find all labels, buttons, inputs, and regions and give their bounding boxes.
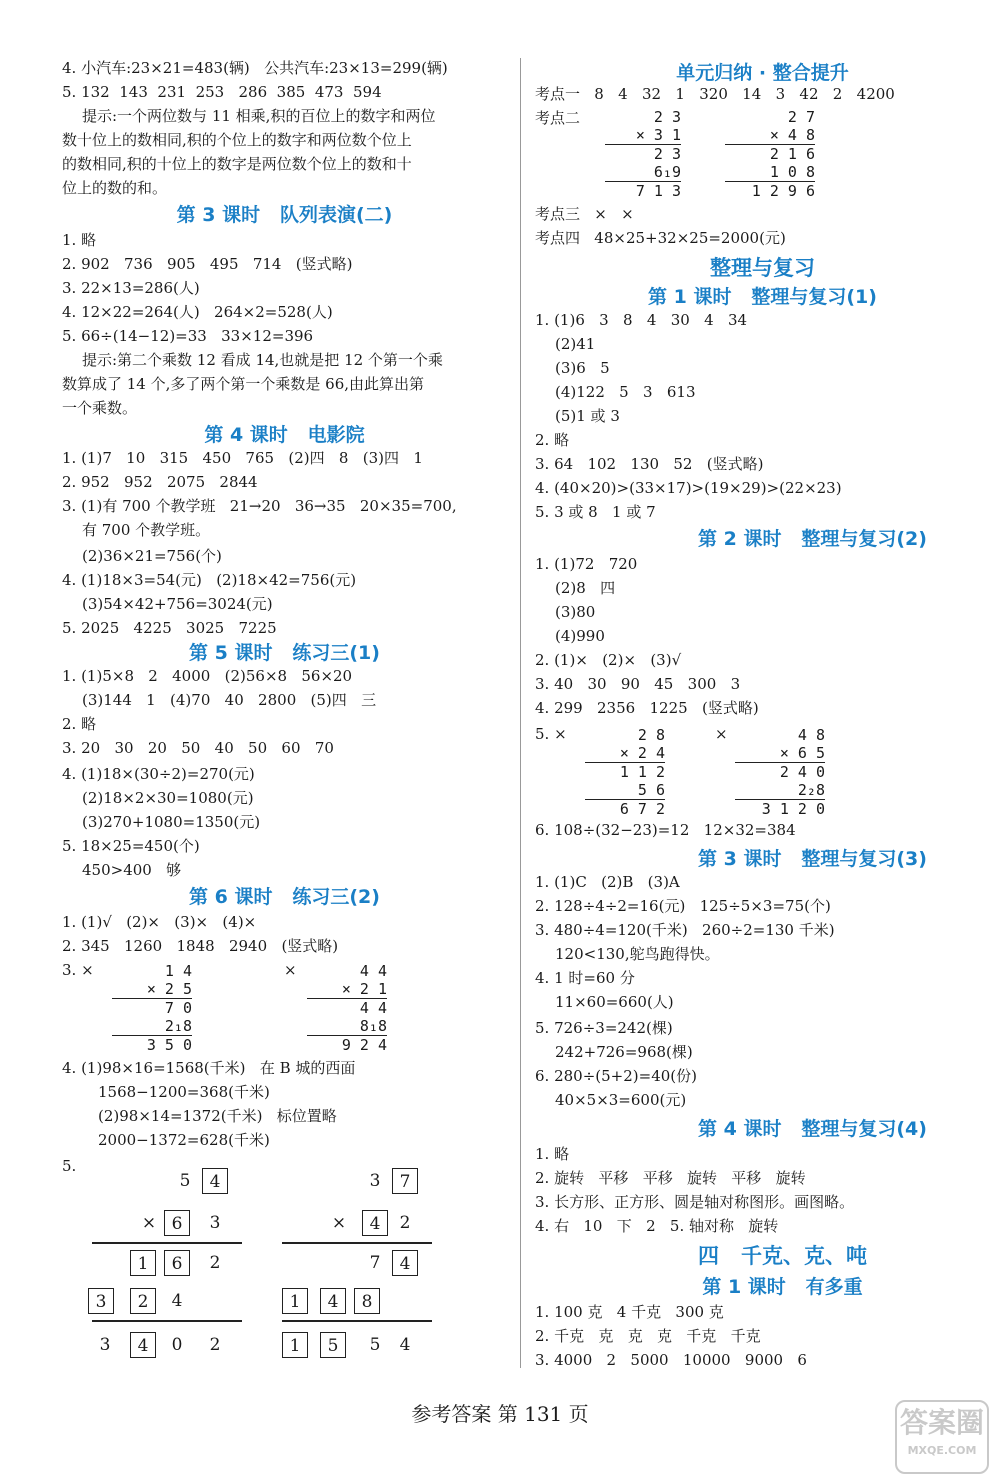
answer-line: 3. 20 30 20 50 40 50 60 70 xyxy=(62,739,334,757)
answer-line: 5. xyxy=(62,1157,77,1175)
puzzle-box: 1 xyxy=(282,1332,308,1358)
column-divider xyxy=(520,58,521,1368)
puzzle-box: 5 xyxy=(320,1332,346,1358)
answer-line: 2. 千克 克 克 克 千克 千克 xyxy=(535,1327,761,1345)
puzzle-digit: 3 xyxy=(209,1213,221,1233)
answer-line: (5)1 或 3 xyxy=(555,407,620,425)
calc-row: 7 0 xyxy=(112,998,192,1017)
answer-line: 1. (1)7 10 315 450 765 (2)四 8 (3)四 1 xyxy=(62,449,423,467)
answer-line: 2000−1372=628(千米) xyxy=(98,1131,270,1149)
answer-line: 1. (1)6 3 8 4 30 4 34 xyxy=(535,311,748,329)
rule-line xyxy=(92,1320,242,1322)
puzzle-digit: 4 xyxy=(399,1335,411,1355)
answer-line: (3)144 1 (4)70 40 2800 (5)四 三 xyxy=(82,691,377,709)
vertical-calculation xyxy=(725,108,815,200)
vertical-calculation xyxy=(112,962,192,1054)
hint-line: 数算成了 14 个,多了两个第一个乘数是 66,由此算出第 xyxy=(62,375,425,393)
puzzle-box: 2 xyxy=(130,1288,156,1314)
calc-row: 2 4 0 xyxy=(735,762,825,781)
answer-line: 2. 略 xyxy=(535,431,570,449)
calc-row: 2 1 6 xyxy=(725,144,815,163)
answer-line: 450>400 够 xyxy=(82,861,182,879)
calc-row: 4 4 xyxy=(307,998,387,1017)
calc-row: 2 3 xyxy=(653,108,681,126)
puzzle-digit: 2 xyxy=(209,1335,221,1355)
answer-line: 4. 299 2356 1225 (竖式略) xyxy=(535,699,759,717)
answer-line: 4. (1)18×3=54(元) (2)18×42=756(元) xyxy=(62,571,357,589)
calc-row: 9 2 4 xyxy=(307,1035,387,1054)
answer-line: 3. 64 102 130 52 (竖式略) xyxy=(535,455,764,473)
lesson-heading: 第 4 课时 整理与复习(4) xyxy=(698,1118,927,1140)
puzzle-digit: 0 xyxy=(171,1335,183,1355)
lesson-heading: 第 4 课时 电影院 xyxy=(204,424,365,446)
puzzle-box: 6 xyxy=(164,1210,190,1236)
hint-line: 提示:一个两位数与 11 相乘,积的百位上的数字和两位 xyxy=(82,107,436,125)
answer-line: (2)8 四 xyxy=(555,579,616,597)
answer-line: (3)80 xyxy=(555,603,596,621)
hint-line: 数十位上的数相同,积的个位上的数字和两位数个位上 xyxy=(62,131,412,149)
calc-row: × 3 1 xyxy=(635,126,681,144)
wrong-mark: × xyxy=(284,961,297,979)
answer-line: 5. 726÷3=242(棵) xyxy=(535,1019,673,1037)
lesson-heading: 第 1 课时 有多重 xyxy=(702,1276,863,1298)
answer-line: 4. 右 10 下 2 5. 轴对称 旋转 xyxy=(535,1217,779,1235)
puzzle-digit: × xyxy=(141,1213,157,1233)
answer-line: 5. 66÷(14−12)=33 33×12=396 xyxy=(62,327,314,345)
watermark-title: 答案圈 xyxy=(899,1406,984,1439)
answer-line: 2. 902 736 905 495 714 (竖式略) xyxy=(62,255,353,273)
vertical-calculation xyxy=(585,726,665,818)
calc-row: 1 4 xyxy=(164,962,192,980)
calc-row: 6₁9 xyxy=(653,163,681,181)
answer-line: 11×60=660(人) xyxy=(555,993,674,1011)
rule-line xyxy=(92,1242,242,1244)
vertical-calculation xyxy=(307,962,387,1054)
vertical-calculation xyxy=(735,726,825,818)
puzzle-digit: 5 xyxy=(179,1171,191,1191)
section-heading: 整理与复习 xyxy=(710,256,815,280)
answer-line: 2. 128÷4÷2=16(元) 125÷5×3=75(个) xyxy=(535,897,831,915)
answer-line: 3. 22×13=286(人) xyxy=(62,279,200,297)
answer-line: 考点三 × × xyxy=(535,205,634,223)
answer-line: 2. 略 xyxy=(62,715,97,733)
lesson-heading: 第 1 课时 整理与复习(1) xyxy=(648,286,877,308)
answer-line: (3)270+1080=1350(元) xyxy=(82,813,261,831)
puzzle-box: 3 xyxy=(88,1288,114,1314)
answer-line: 2. 旋转 平移 平移 旋转 平移 旋转 xyxy=(535,1169,806,1187)
answer-line: (2)18×2×30=1080(元) xyxy=(82,789,254,807)
answer-line: (2)36×21=756(个) xyxy=(82,547,222,565)
answer-line: 有 700 个教学班。 xyxy=(82,521,211,539)
calc-row: 3 1 2 0 xyxy=(735,799,825,818)
answer-line: 4. 12×22=264(人) 264×2=528(人) xyxy=(62,303,333,321)
answer-line: (2)98×14=1372(千米) 标位置略 xyxy=(98,1107,337,1125)
answer-line: 1. 略 xyxy=(535,1145,570,1163)
calc-row: × 6 5 xyxy=(779,744,825,762)
calc-row: 2₂8 xyxy=(797,781,825,799)
answer-line: 5. 2025 4225 3025 7225 xyxy=(62,619,277,637)
answer-line: 1. 略 xyxy=(62,231,97,249)
puzzle-box: 7 xyxy=(392,1168,418,1194)
puzzle-box: 4 xyxy=(362,1210,388,1236)
puzzle-digit: 7 xyxy=(369,1253,381,1273)
answer-line: (3)6 5 xyxy=(555,359,610,377)
lesson-heading: 第 3 课时 队列表演(二) xyxy=(176,204,393,226)
answer-line: 1. 100 克 4 千克 300 克 xyxy=(535,1303,724,1321)
answer-line: (4)122 5 3 613 xyxy=(555,383,696,401)
calc-row: 2 3 xyxy=(605,144,681,163)
puzzle-box: 4 xyxy=(130,1332,156,1358)
calc-row: × 2 1 xyxy=(341,980,387,998)
answer-line: 4. (40×20)>(33×17)>(19×29)>(22×23) xyxy=(535,479,842,497)
answer-line: 2. 952 952 2075 2844 xyxy=(62,473,258,491)
puzzle-digit: 2 xyxy=(209,1253,221,1273)
calc-row: 6 7 2 xyxy=(585,799,665,818)
answer-line: 6. 280÷(5+2)=40(份) xyxy=(535,1067,697,1085)
answer-line: 1. (1)5×8 2 4000 (2)56×8 56×20 xyxy=(62,667,353,685)
answer-line: 242+726=968(棵) xyxy=(555,1043,693,1061)
calc-row: 1 2 9 6 xyxy=(725,181,815,200)
answer-line: (3)54×42+756=3024(元) xyxy=(82,595,273,613)
rule-line xyxy=(282,1242,432,1244)
puzzle-box: 1 xyxy=(282,1288,308,1314)
answer-line: 40×5×3=600(元) xyxy=(555,1091,687,1109)
hint-line: 一个乘数。 xyxy=(62,399,138,417)
calc-row: 2₁8 xyxy=(164,1017,192,1035)
answer-line: 6. 108÷(32−23)=12 12×32=384 xyxy=(535,821,796,839)
hint-line: 的数相同,积的十位上的数字是两位数个位上的数和十 xyxy=(62,155,412,173)
page-footer: 参考答案 第 131 页 xyxy=(411,1402,589,1426)
calc-row: × 4 8 xyxy=(769,126,815,144)
puzzle-digit: 4 xyxy=(171,1291,183,1311)
answer-line: 2. (1)× (2)× (3)√ xyxy=(535,651,682,669)
unit-summary-heading: 单元归纳 · 整合提升 xyxy=(676,62,849,84)
lesson-heading: 第 5 课时 练习三(1) xyxy=(189,642,380,664)
calc-row: 4 8 xyxy=(797,726,825,744)
answer-line: 3. × xyxy=(62,961,94,979)
calc-row: × 2 4 xyxy=(619,744,665,762)
puzzle-box: 4 xyxy=(320,1288,346,1314)
answer-line: 考点一 8 4 32 1 320 14 3 42 2 4200 xyxy=(535,85,895,103)
calc-row: 1 0 8 xyxy=(769,163,815,181)
answer-line: 考点四 48×25+32×25=2000(元) xyxy=(535,229,786,247)
calc-row: × 2 5 xyxy=(146,980,192,998)
calc-row: 8₁8 xyxy=(359,1017,387,1035)
answer-line: 5. 132 143 231 253 286 385 473 594 xyxy=(62,83,382,101)
wrong-mark: × xyxy=(715,725,728,743)
answer-line: 3. 480÷4=120(千米) 260÷2=130 千米) xyxy=(535,921,835,939)
lesson-heading: 第 2 课时 整理与复习(2) xyxy=(698,528,927,550)
answer-line: 2. 345 1260 1848 2940 (竖式略) xyxy=(62,937,339,955)
digit-puzzle xyxy=(92,1168,282,1368)
puzzle-box: 6 xyxy=(164,1250,190,1276)
lesson-heading: 第 3 课时 整理与复习(3) xyxy=(698,848,927,870)
answer-line: 5. × xyxy=(535,725,567,743)
calc-row: 1 1 2 xyxy=(585,762,665,781)
puzzle-box: 4 xyxy=(202,1168,228,1194)
calc-row: 2 7 xyxy=(787,108,815,126)
answer-line: 1. (1)C (2)B (3)A xyxy=(535,873,680,891)
puzzle-digit: 5 xyxy=(369,1335,381,1355)
answer-line: 1. (1)√ (2)× (3)× (4)× xyxy=(62,913,257,931)
puzzle-box: 4 xyxy=(392,1250,418,1276)
answer-line: 120<130,鸵鸟跑得快。 xyxy=(555,945,720,963)
puzzle-box: 1 xyxy=(130,1250,156,1276)
answer-line: (4)990 xyxy=(555,627,605,645)
puzzle-box: 8 xyxy=(354,1288,380,1314)
watermark-logo xyxy=(895,1400,989,1474)
answer-line: 5. 18×25=450(个) xyxy=(62,837,200,855)
answer-line: 1. (1)72 720 xyxy=(535,555,638,573)
answer-line: 4. (1)98×16=1568(千米) 在 B 城的西面 xyxy=(62,1059,356,1077)
lesson-heading: 第 6 课时 练习三(2) xyxy=(189,886,380,908)
answer-line: 3. 长方形、正方形、圆是轴对称图形。画图略。 xyxy=(535,1193,855,1211)
hint-line: 提示:第二个乘数 12 看成 14,也就是把 12 个第一个乘 xyxy=(82,351,443,369)
answer-line: 4. 小汽车:23×21=483(辆) 公共汽车:23×13=299(辆) xyxy=(62,59,448,77)
vertical-calculation xyxy=(605,108,681,200)
answer-line: 3. 40 30 90 45 300 3 xyxy=(535,675,741,693)
puzzle-digit: 2 xyxy=(399,1213,411,1233)
answer-line: 5. 3 或 8 1 或 7 xyxy=(535,503,656,521)
section-heading: 四 千克、克、吨 xyxy=(698,1244,867,1268)
puzzle-digit: 3 xyxy=(99,1335,111,1355)
rule-line xyxy=(282,1320,432,1322)
calc-row: 3 5 0 xyxy=(112,1035,192,1054)
answer-line: 1568−1200=368(千米) xyxy=(98,1083,270,1101)
hint-line: 位上的数的和。 xyxy=(62,179,168,197)
calc-row: 4 4 xyxy=(359,962,387,980)
puzzle-digit: × xyxy=(331,1213,347,1233)
calc-row: 7 1 3 xyxy=(605,181,681,200)
calc-row: 5 6 xyxy=(637,781,665,799)
answer-line: 3. (1)有 700 个教学班 21→20 36→35 20×35=700, xyxy=(62,497,457,515)
puzzle-digit: 3 xyxy=(369,1171,381,1191)
calc-row: 2 8 xyxy=(637,726,665,744)
answer-line: (2)41 xyxy=(555,335,596,353)
answer-line: 4. 1 时=60 分 xyxy=(535,969,635,987)
watermark-url: MXQE.COM xyxy=(907,1444,977,1457)
answer-line: 4. (1)18×(30÷2)=270(元) xyxy=(62,765,255,783)
digit-puzzle xyxy=(282,1168,472,1368)
answer-line: 3. 4000 2 5000 10000 9000 6 xyxy=(535,1351,807,1369)
answer-line: 考点二 xyxy=(535,109,581,127)
